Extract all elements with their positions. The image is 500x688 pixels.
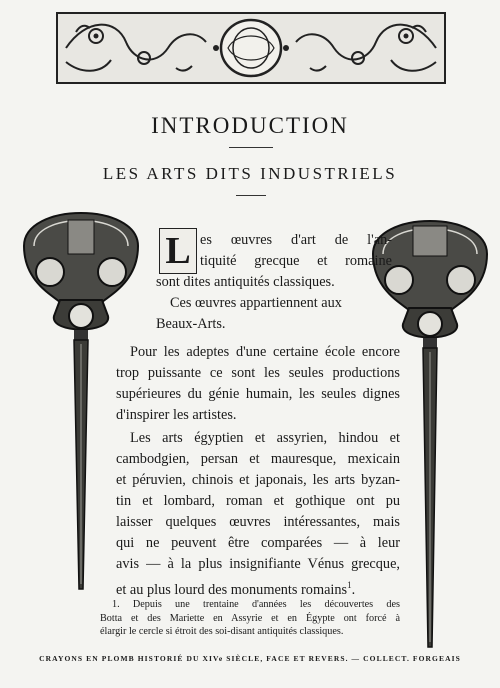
paragraph-line: cambodgien, persan et mauresque, mexicain [116, 451, 400, 467]
chapter-title: INTRODUCTION [151, 113, 349, 138]
subtitle-rule [236, 195, 266, 196]
paragraph-line: d'inspirer les artistes. [116, 407, 237, 423]
paragraph-line: Ces œuvres appartiennent aux [170, 295, 342, 311]
paragraph-line: supérieures du génie humain, les seules dignes [116, 386, 400, 402]
paragraph-line: et péruvien, chinois et japonais, les arts byzan- [116, 472, 400, 488]
paragraph-line: Pour les adeptes d'une certaine école encore [130, 344, 400, 360]
paragraph-1 [200, 230, 392, 272]
paragraph-line: Beaux-Arts. [156, 316, 226, 332]
illustration-caption: CRAYONS EN PLOMB HISTORIÉ DU XIVe SIÈCLE, FACE ET REVERS. — COLLECT. FORGEAIS [39, 654, 461, 663]
paragraph-3 [116, 428, 400, 601]
paragraph-line: es œuvres d'art de l'an- [200, 232, 392, 248]
paragraph-line: laisser quelques œuvres intéressantes, mais [116, 514, 400, 530]
paragraph-1-continued [156, 272, 392, 335]
paragraph-line: tiquité grecque et romaine [200, 253, 392, 269]
paragraph-2 [116, 342, 400, 426]
paragraph-line: avis — à la plus insignifiante Vénus grecque, [116, 556, 400, 572]
paragraph-line: trop puissante ce sont les seules productions [116, 365, 400, 381]
ornamental-header-band [56, 12, 446, 84]
paragraph-line: tin et lombard, roman et gothique ont pu [116, 493, 400, 509]
footnote-line: Botta et des Mariette en Assyrie et en Égypte ont forcé à [100, 612, 400, 624]
footnote-line: 1. Depuis une trentaine d'années les découvertes des [112, 599, 400, 610]
footnote-marker: 1 [347, 580, 352, 590]
paragraph-line: Les arts égyptien et assyrien, hindou et [130, 430, 400, 446]
drop-cap-letter: L [159, 228, 197, 274]
paragraph-line: et au plus lourd des monuments romains [116, 581, 348, 598]
floral-scroll-ornament-icon [56, 12, 446, 84]
paragraph-line: sont dites antiquités classiques. [156, 274, 335, 290]
chapter-subtitle: LES ARTS DITS INDUSTRIELS [102, 164, 398, 183]
footnote [100, 598, 400, 639]
footnote-line: élargir le cercle si étroit des soi-disant antiquités classiques. [100, 626, 344, 637]
paragraph-line-final: et au plus lourd des monuments romains$^1$. [116, 580, 356, 598]
title-rule [229, 147, 273, 148]
paragraph-line: qui ne peuvent être comparées — à leur [116, 535, 400, 551]
